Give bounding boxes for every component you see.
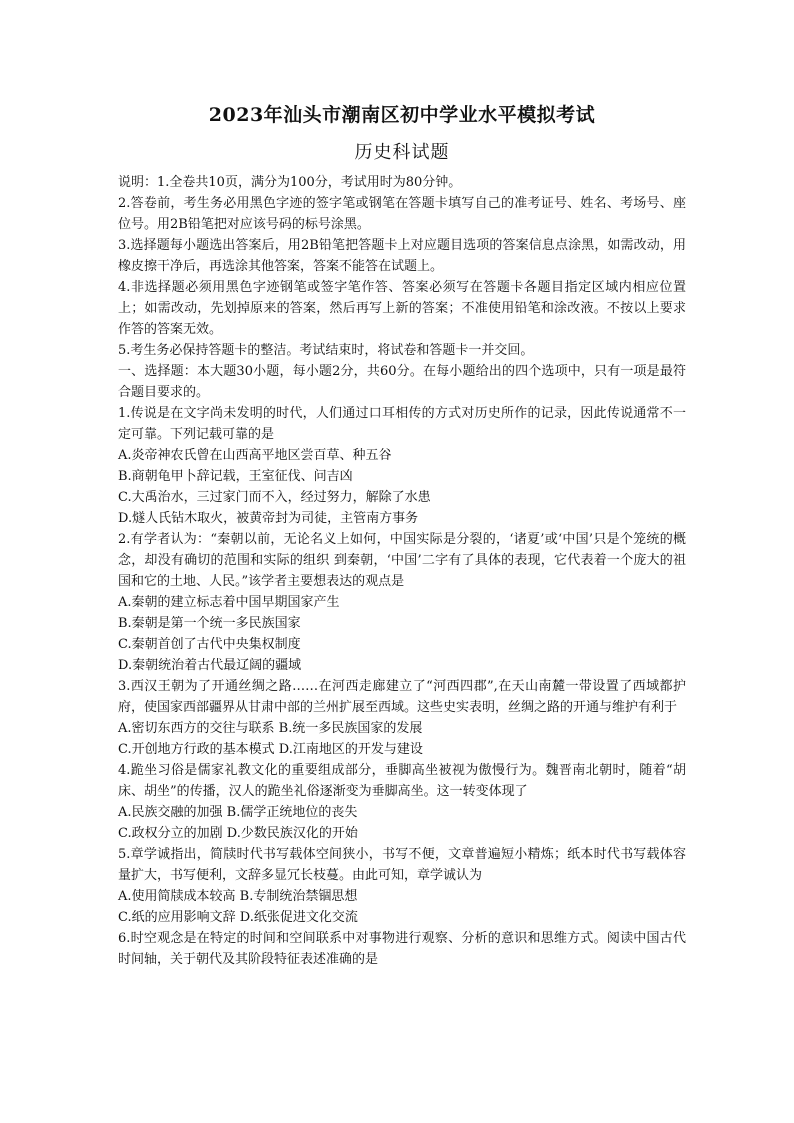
question-stem: 6.时空观念是在特定的时间和空间联系中对事物进行观察、分析的意识和思维方式。阅读中国古代时间轴，关于朝代及其阶段特征表述准确的是 (118, 931, 686, 967)
exam-page (118, 100, 686, 970)
instruction-4: 4.非选择题必须用黑色字迹钢笔或签字笔作答、答案必须写在答题卡各题目指定区域内相应位置上；如需改动，先划掉原来的答案，然后再写上新的答案；不准使用铅笔和涂改液。不按以上要求作答的答案无效。 (118, 280, 686, 337)
question-stem: 4.跪坐习俗是儒家礼教文化的重要组成部分，垂脚高坐被视为傲慢行为。魏晋南北朝时，随着“胡床、胡坐”的传播，汉人的跪坐礼俗逐渐变为垂脚高坐。这一转变体现了 (118, 763, 686, 799)
option-d: D.燧人氏钻木取火，被黄帝封为司徒，主管南方事务 (118, 511, 419, 526)
question-1 (118, 403, 686, 529)
question-4 (118, 760, 686, 844)
question-stem: 2.有学者认为：“秦朝以前，无论名义上如何，中国实际是分裂的，‘诸夏’或‘中国’只是个笼统的概念，却没有确切的范围和实际的组织 到秦朝，‘中国’二字有了具体的表现，它代表着一个庞大的祖国和它的土地、人民。”该学者主要想表达的观点是 (118, 532, 686, 589)
option-ab: A.民族交融的加强 B.儒学正统地位的丧失 (118, 805, 358, 820)
option-cd: C.政权分立的加剧 D.少数民族汉化的开始 (118, 826, 358, 841)
option-cd: C.开创地方行政的基本模式 D.江南地区的开发与建设 (118, 742, 423, 757)
option-c: C.秦朝首创了古代中央集权制度 (118, 637, 301, 652)
question-3 (118, 676, 686, 760)
exam-title: 2023年汕头市潮南区初中学业水平模拟考试 (208, 104, 596, 126)
option-ab: A.密切东西方的交往与联系 B.统一多民族国家的发展 (118, 721, 423, 736)
question-stem: 3.西汉王朝为了开通丝绸之路……在河西走廊建立了“河西四郡”,在天山南麓一带设置了西域都护府，使国家西部疆界从甘肃中部的兰州扩展至西域。这些史实表明，丝绸之路的开通与维护有利于 (118, 679, 686, 715)
instruction-5: 5.考生务必保持答题卡的整洁。考试结束时，将试卷和答题卡一并交回。 (118, 343, 534, 358)
option-b: B.秦朝是第一个统一多民族国家 (118, 616, 301, 631)
instruction-3: 3.选择题每小题选出答案后，用2B铅笔把答题卡上对应题目选项的答案信息点涂黑，如需改动，用橡皮擦干净后，再选涂其他答案，答案不能答在试题上。 (118, 238, 686, 274)
exam-subtitle: 历史科试题 (354, 142, 450, 163)
instructions (118, 172, 686, 361)
question-stem: 5.章学诚指出，简牍时代书写载体空间狭小，书写不便，文章普遍短小精炼；纸本时代书写载体容量扩大，书写便利，文辞多显冗长枝蔓。由此可知，章学诚认为 (118, 847, 686, 883)
option-cd: C.纸的应用影响文辞 D.纸张促进文化交流 (118, 910, 358, 925)
option-d: D.秦朝统治着古代最辽阔的疆域 (118, 658, 302, 673)
instruction-2: 2.答卷前，考生务必用黑色字迹的签字笔或钢笔在答题卡填写自己的准考证号、姓名、考场号、座位号。用2B铅笔把对应该号码的标号涂黑。 (118, 196, 686, 232)
question-5 (118, 844, 686, 928)
question-6 (118, 928, 686, 970)
instruction-1: 说明：1.全卷共10页，满分为100分，考试用时为80分钟。 (118, 175, 462, 190)
option-a: A.秦朝的建立标志着中国早期国家产生 (118, 595, 340, 610)
option-ab: A.使用简牍成本较高 B.专制统治禁锢思想 (118, 889, 358, 904)
question-stem: 1.传说是在文字尚未发明的时代，人们通过口耳相传的方式对历史所作的记录，因此传说通常不一定可靠。下列记载可靠的是 (118, 406, 686, 442)
option-a: A.炎帝神农氏曾在山西高平地区尝百草、种五谷 (118, 448, 392, 463)
question-2 (118, 529, 686, 676)
section-heading: 一、选择题：本大题30小题，每小题2分，共60分。在每小题给出的四个选项中，只有一项是最符合题目要求的。 (118, 364, 686, 400)
option-b: B.商朝龟甲卜辞记载，王室征伐、问吉凶 (118, 469, 353, 484)
option-c: C.大禹治水，三过家门而不入，经过努力，解除了水患 (118, 490, 431, 505)
